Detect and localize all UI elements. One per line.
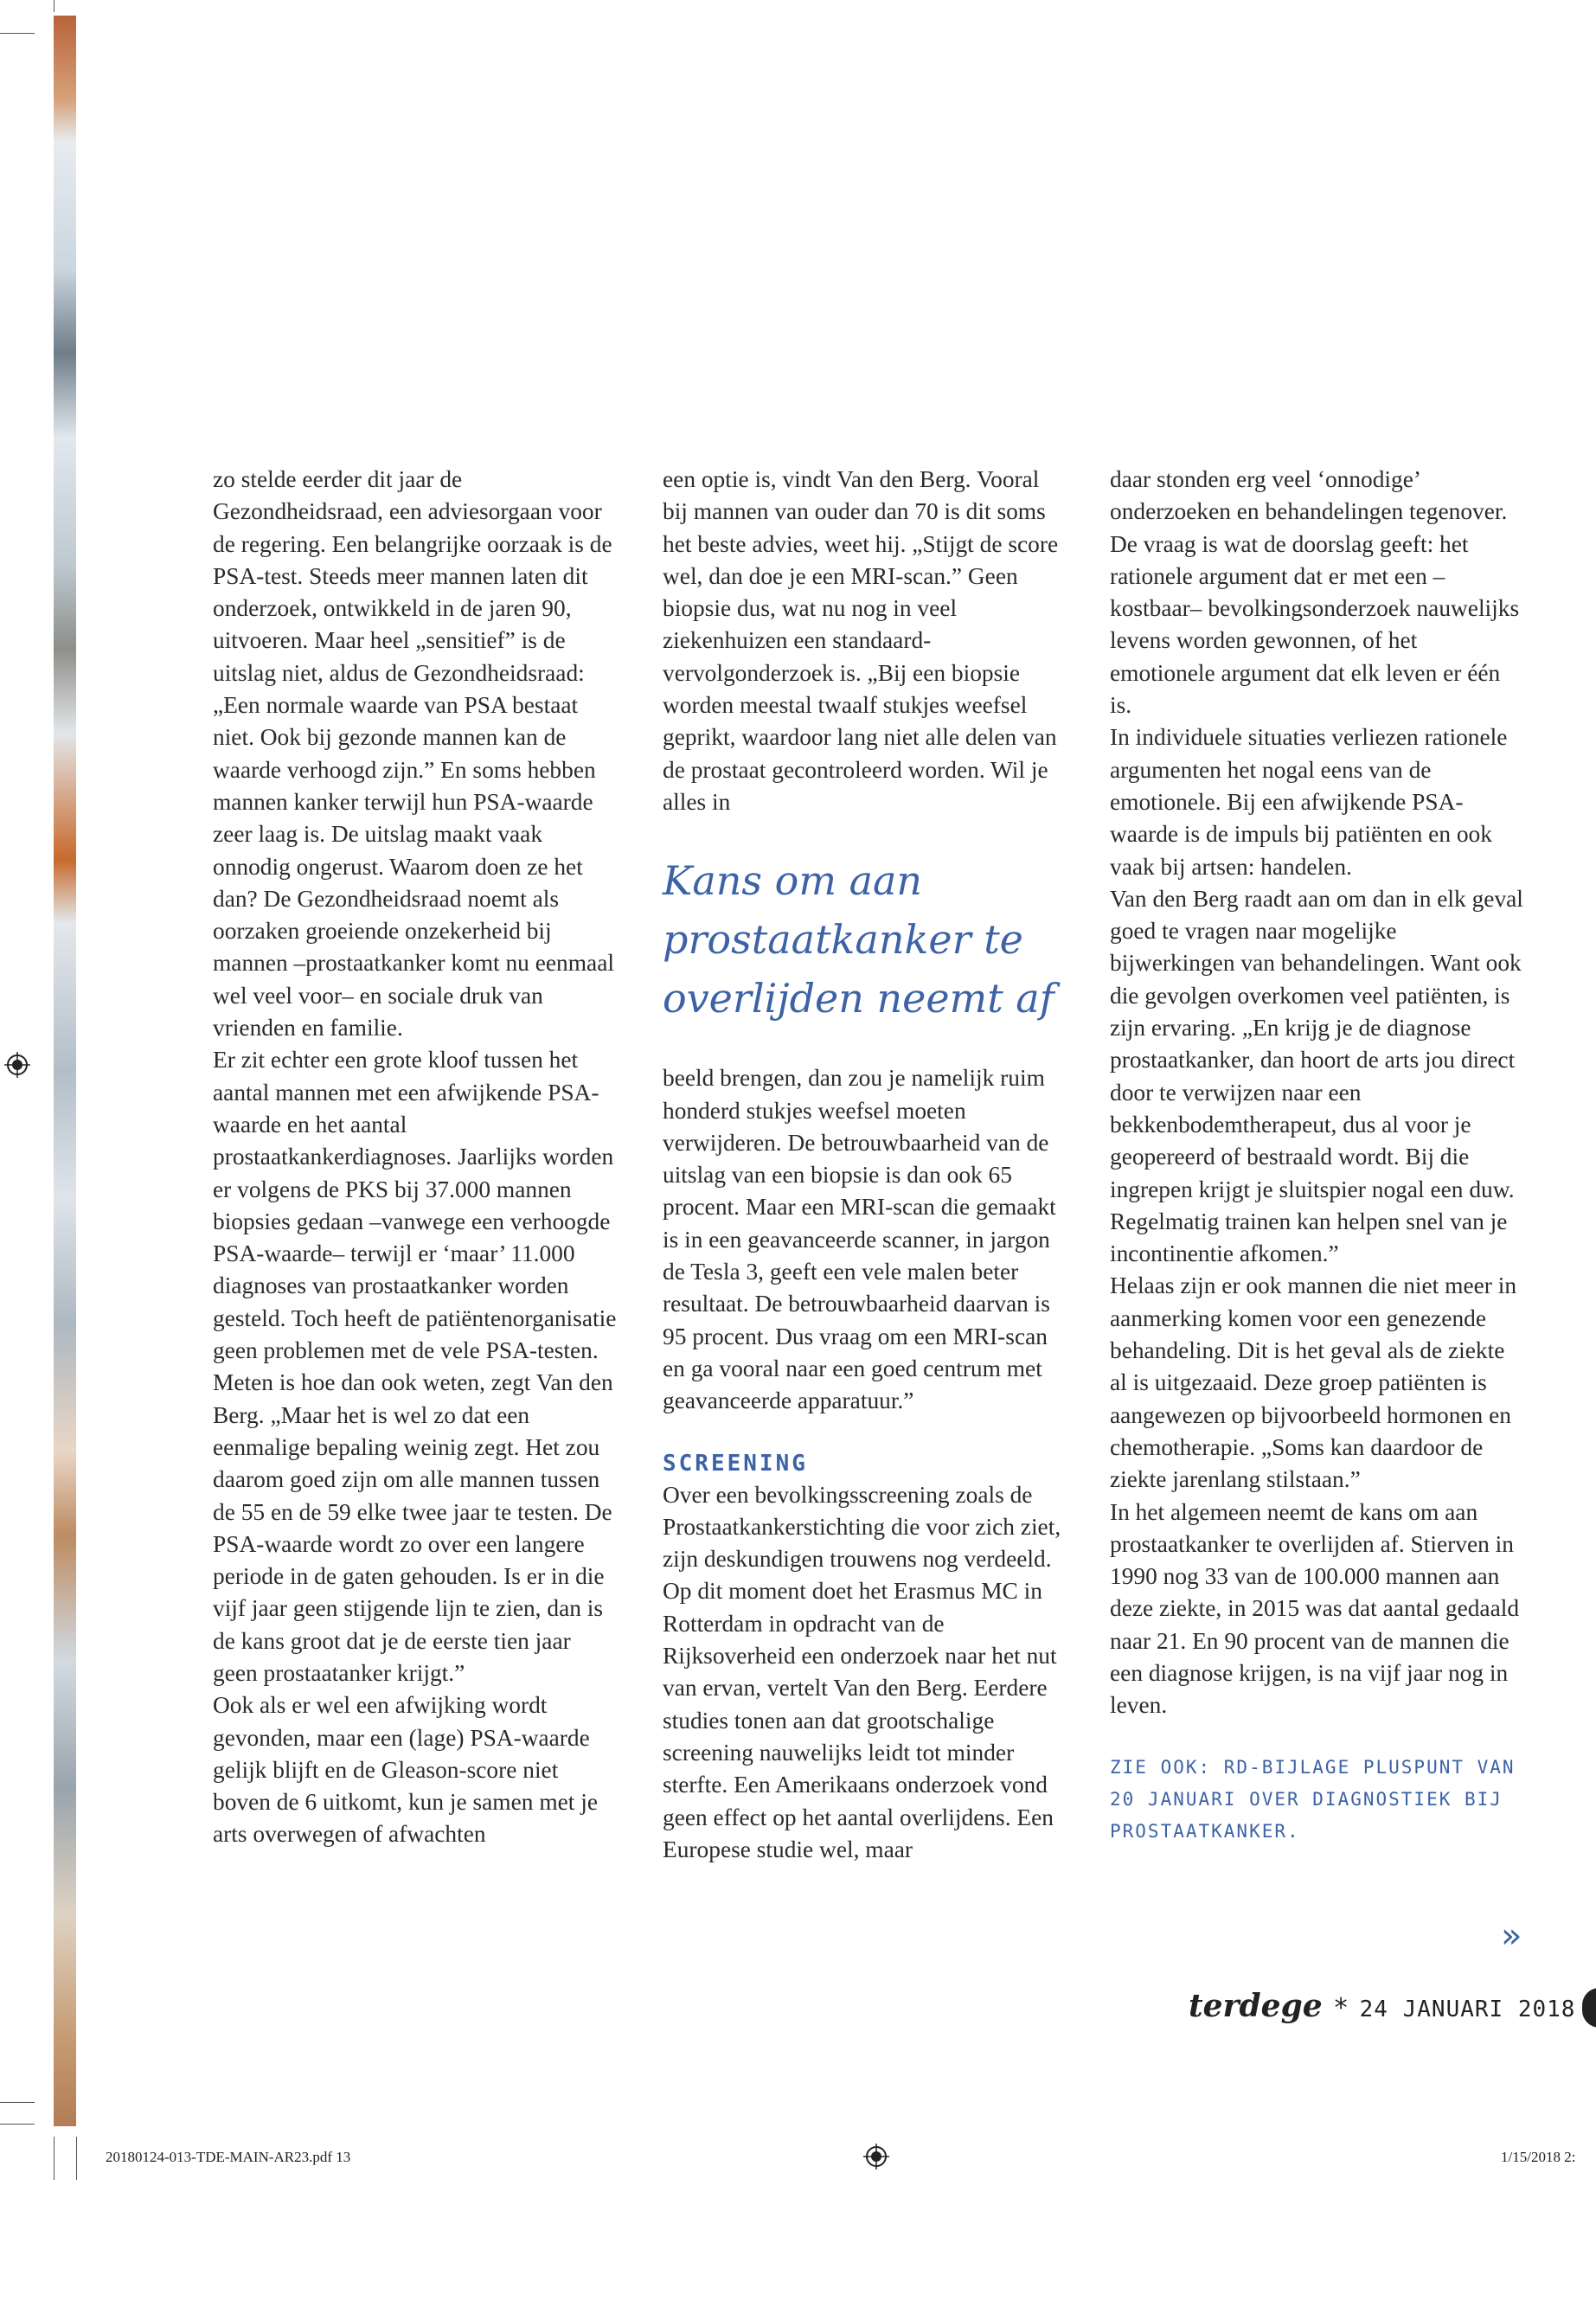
page-footer [1189, 1988, 1575, 2028]
body-paragraph: een optie is, vindt Van den Berg. Vooral bij mannen van ouder dan 70 is dit soms het beste advies, weet hij. „Stijgt de score wel, dan doe je een MRI-scan.” Geen biopsie dus, wat nu nog in veel ziekenhuizen een standaard-vervolgonderzoek is. „Bij een biopsie worden meestal twaalf stukjes weefsel geprikt, waardoor lang niet alle delen van de prostaat gecontroleerd worden. Wil je alles in [663, 466, 1059, 815]
body-paragraph: Helaas zijn er ook mannen die niet meer in aanmerking komen voor een genezende behandeling. Dit is het geval als de ziekte al is uitgezaaid. Deze groep patiënten is aangewezen op bijvoorbeeld hormonen en chemotherapie. „Soms kan daardoor de ziekte jarenlang stilstaan.” [1110, 1272, 1517, 1493]
body-paragraph: Over een bevolkingsscreening zoals de Prostaatkankerstichting die voor zich ziet, zijn deskundigen trouwens nog verdeeld. Op dit moment doet het Erasmus MC in Rotterdam in opdracht van de Rijksoverheid een onderzoek naar het nut van ervan, vertelt Van den Berg. Eerdere studies tonen aan dat grootschalige screening nauwelijks leidt tot minder sterfte. Een Amerikaans onderzoek vond geen effect op het aantal overlijdens. Een Europese studie wel, maar [663, 1481, 1061, 1862]
body-paragraph: In individuele situaties verliezen rationele argumenten het nogal eens van de emotionele. Bij een afwijkende PSA-waarde is de impuls bij patiënten en ook vaak bij artsen: handelen. [1110, 724, 1508, 880]
see-also-note: ZIE OOK: RD-BIJLAGE PLUSPUNT VAN 20 JANUARI OVER DIAGNOSTIEK BIJ PROSTAATKANKER. [1110, 1756, 1516, 1843]
crop-mark [0, 2102, 35, 2103]
article-column-1 [213, 464, 619, 1851]
page-number-tab [1582, 1988, 1596, 2028]
star-icon: * [1334, 1993, 1348, 2023]
article-column-2 [663, 464, 1069, 1866]
body-paragraph: Van den Berg raadt aan om dan in elk geval goed te vragen naar mogelijke bijwerkingen van behandelingen. Want ook die gevolgen overkomen veel patiënten, is zijn ervaring. „En krijg je de diagnose prostaatkanker, dan hoort de arts jou direct door te verwijzen naar een bekkenbodemtherapeut, dus al voor je geopereerd of bestraald wordt. Bij die ingrepen krijgt je sluitspier nogal een duw. Regelmatig trainen kan helpen snel van je incontinentie afkomen.” [1110, 885, 1523, 1267]
section-heading: SCREENING [663, 1450, 808, 1477]
body-paragraph: In het algemeen neemt de kans om aan prostaatkanker te overlijden af. Stierven in 1990 nog 33 van de 100.000 mannen aan deze ziekte, in 2015 was dat aantal gedaald naar 21. En 90 procent van de mannen die een diagnose krijgen, is na vijf jaar nog in leven. [1110, 1498, 1520, 1719]
print-slug-filename: 20180124-013-TDE-MAIN-AR23.pdf 13 [106, 2149, 351, 2165]
brand-logo: terdege [1189, 1988, 1323, 2024]
body-paragraph: Er zit echter een grote kloof tussen het aantal mannen met een afwijkende PSA-waarde en het aantal prostaatkankerdiagnoses. Jaarlijks worden er volgens de PKS bij 37.000 mannen biopsies gedaan –vanwege een verhoogde PSA-waarde– terwijl er ‘maar’ 11.000 diagnoses van prostaatkanker worden gesteld. Toch heeft de patiëntenorganisatie geen problemen met de vele PSA-testen. Meten is hoe dan ook weten, zegt Van den Berg. „Maar het is wel zo dat een eenmalige bepaling weinig zegt. Het zou daarom goed zijn om alle mannen tussen de 55 en de 59 elke twee jaar te testen. De PSA-waarde wordt zo over een langere periode in de gaten gehouden. Is er in die vijf jaar geen stijgende lijn te zien, dan is de kans groot dat je de eerste tien jaar geen prostaatanker krijgt.” [213, 1047, 617, 1686]
crop-mark [76, 2137, 77, 2180]
article-column-3 [1110, 464, 1525, 1848]
body-paragraph: daar stonden erg veel ‘onnodige’ onderzoeken en behandelingen tegenover. De vraag is wat de doorslag geeft: het rationele argument dat er met een –kostbaar– bevolkingsonderzoek nauwelijks levens worden gewonnen, of het emotionele argument dat elk leven er één is. [1110, 466, 1520, 719]
body-paragraph: zo stelde eerder dit jaar de Gezondheidsraad, een adviesorgaan voor de regering. Een belangrijke oorzaak is de PSA-test. Steeds meer mannen laten dit onderzoek, ontwikkeld in de jaren 90, uitvoeren. Maar heel „sensitief” is de uitslag niet, aldus de Gezondheidsraad: „Een normale waarde van PSA bestaat niet. Ook bij gezonde mannen kan de waarde verhoogd zijn.” En soms hebben mannen kanker terwijl hun PSA-waarde zeer laag is. De uitslag maakt vaak onnodig ongerust. Waarom doen ze het dan? De Gezondheidsraad noemt als oorzaken groeiende onzekerheid bij mannen –prostaatkanker komt nu eenmaal wel veel voor– en sociale druk van vrienden en familie. [213, 466, 614, 1042]
body-paragraph: Ook als er wel een afwijking wordt gevonden, maar een (lage) PSA-waarde gelijk blijft en de Gleason-score niet boven de 6 uitkomt, kun je samen met je arts overwegen of afwachten [213, 1692, 599, 1848]
issue-date: 24 JANUARI 2018 [1359, 1997, 1576, 2022]
crop-mark [0, 2124, 35, 2125]
crop-mark [0, 33, 35, 34]
body-paragraph: beeld brengen, dan zou je namelijk ruim honderd stukjes weefsel moeten verwijderen. De betrouwbaarheid van de uitslag van een biopsie is dan ook 65 procent. Maar een MRI-scan die gemaakt is in een geavanceerde scanner, in jargon de Tesla 3, geeft een vele malen beter resultaat. De betrouwbaarheid daarvan is 95 procent. Dus vraag om een MRI-scan en ga vooral naar een goed centrum met geavanceerde apparatuur.” [663, 1065, 1056, 1414]
print-slug-datetime: 1/15/2018 2: [1501, 2149, 1576, 2165]
cover-photo-edge [54, 16, 76, 2126]
registration-mark-icon [863, 2144, 889, 2170]
pull-quote: Kans om aan prostaatkanker te overlijden neemt af [663, 857, 1054, 1022]
continue-arrow-icon: » [1501, 1916, 1522, 1956]
registration-mark-icon [4, 1052, 30, 1078]
